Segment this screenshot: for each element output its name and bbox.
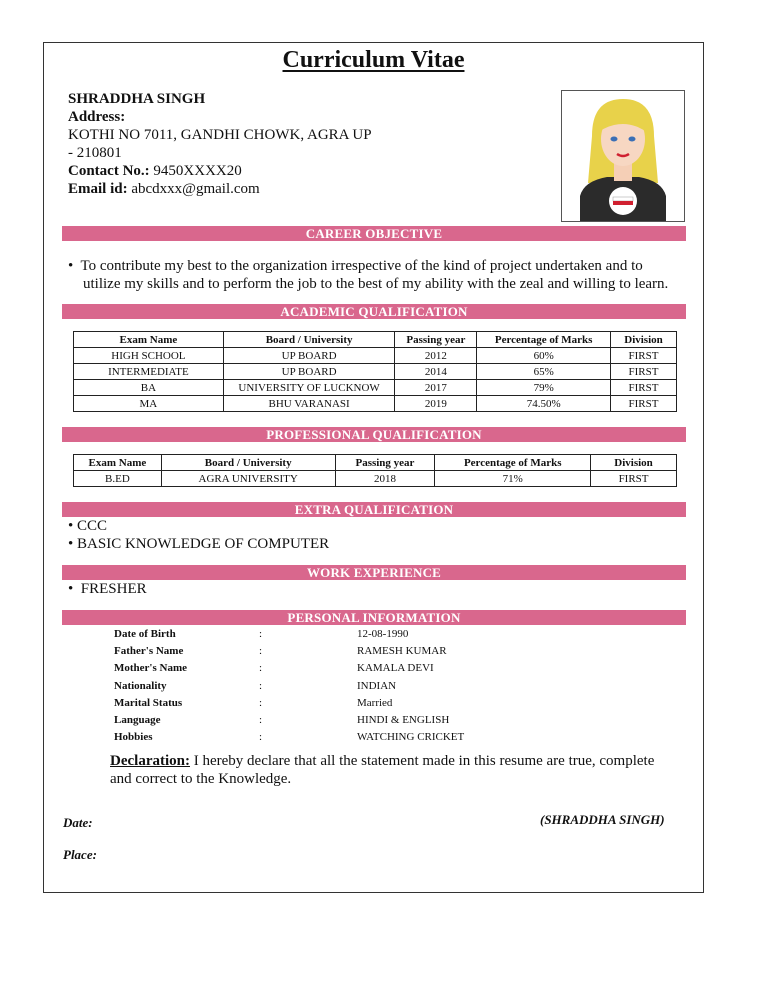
section-personal-information: PERSONAL INFORMATION [62,610,686,625]
academic-table [73,331,677,412]
table-cell: BHU VARANASI [223,396,395,412]
personal-info-label: Date of Birth [114,628,176,640]
table-cell: BA [74,380,224,396]
address-line-2: - 210801 [68,145,122,161]
table-cell: 2012 [395,348,477,364]
academic-header-cell: Division [611,332,677,348]
academic-header-row [74,332,677,348]
personal-info-sep: : [259,731,263,744]
personal-info-sep: : [259,696,263,709]
table-cell: 60% [477,348,611,364]
work-experience-list [68,580,147,598]
contact-block [68,90,372,198]
personal-info-value: INDIAN [357,679,397,692]
professional-header-cell: Passing year [335,455,435,471]
address-line-1: KOTHI NO 7011, GANDHI CHOWK, AGRA UP [68,127,372,143]
list-item: • BASIC KNOWLEDGE OF COMPUTER [68,536,330,552]
table-cell: 2014 [395,364,477,380]
email-value: abcdxxx@gmail.com [131,181,260,197]
address-label: Address: [68,109,126,125]
career-objective-text [68,257,668,293]
email-label: Email id: [68,181,128,197]
personal-info-value: KAMALA DEVI [357,662,434,675]
table-cell: UP BOARD [223,364,395,380]
list-item: • CCC [68,518,108,534]
personal-info-value: RAMESH KUMAR [357,645,447,658]
table-cell: FIRST [611,396,677,412]
personal-info-label: Hobbies [114,731,153,744]
personal-info-sep: : [259,645,263,658]
contact-label: Contact No.: [68,163,150,179]
career-line-2: utilize my skills and to perform the job to the best of my ability with the zeal and willing to learn. [83,276,669,292]
career-line-1: • To contribute my best to the organization irrespective of the kind of project undertaken and to [68,258,643,274]
table-cell: FIRST [611,380,677,396]
personal-info-label: Language [114,713,161,726]
section-academic-qualification: ACADEMIC QUALIFICATION [62,304,686,319]
personal-info-value: Married [357,696,393,709]
table-cell: HIGH SCHOOL [74,348,224,364]
declaration [110,752,670,788]
table-row [74,348,677,364]
table-cell: 2018 [335,471,435,487]
table-cell: B.ED [74,471,162,487]
avatar-illustration [562,91,684,221]
personal-info-sep: : [259,662,263,675]
resume-page [43,42,704,893]
table-row [74,471,677,487]
table-cell: MA [74,396,224,412]
table-cell: 65% [477,364,611,380]
personal-info-label: Marital Status [114,696,183,709]
table-cell: FIRST [591,471,677,487]
list-item: • FRESHER [68,581,147,597]
declaration-text: I hereby declare that all the statement made in this resume are true, complete and correct to the Knowledge. [110,753,655,787]
professional-header-cell: Board / University [161,455,335,471]
personal-info-label: Nationality [114,679,167,692]
academic-header-cell: Percentage of Marks [477,332,611,348]
section-career-objective: CAREER OBJECTIVE [62,226,686,241]
table-cell: UNIVERSITY OF LUCKNOW [223,380,395,396]
table-cell: FIRST [611,364,677,380]
table-row [74,380,677,396]
personal-info-sep: : [259,628,263,640]
table-cell: 2019 [395,396,477,412]
email-row [68,180,372,198]
professional-header-cell: Division [591,455,677,471]
personal-info-value: HINDI & ENGLISH [357,713,450,726]
page-title: Curriculum Vitae [282,47,465,73]
profile-photo [561,90,685,222]
table-cell: 79% [477,380,611,396]
professional-header-cell: Percentage of Marks [435,455,591,471]
section-extra-qualification: EXTRA QUALIFICATION [62,502,686,517]
place-label: Place: [63,847,97,862]
academic-header-cell: Exam Name [74,332,224,348]
personal-info-label: Father's Name [114,645,184,658]
date-label: Date: [63,815,93,830]
table-cell: INTERMEDIATE [74,364,224,380]
section-work-experience: WORK EXPERIENCE [62,565,686,580]
personal-info-sep: : [259,679,263,692]
personal-info-value: 12-08-1990 [357,628,409,640]
personal-info-sep: : [259,713,263,726]
professional-table [73,454,677,487]
declaration-label: Declaration: [110,753,190,769]
academic-header-cell: Board / University [223,332,395,348]
contact-value: 9450XXXX20 [153,163,242,179]
signature: (SHRADDHA SINGH) [540,812,665,827]
table-cell: UP BOARD [223,348,395,364]
personal-info-label: Mother's Name [114,662,188,675]
table-cell: FIRST [611,348,677,364]
contact-row [68,162,372,180]
section-professional-qualification: PROFESSIONAL QUALIFICATION [62,427,686,442]
extra-qualification-list [68,517,329,553]
professional-header-cell: Exam Name [74,455,162,471]
academic-header-cell: Passing year [395,332,477,348]
personal-info-value: WATCHING CRICKET [357,731,465,744]
candidate-name: SHRADDHA SINGH [68,91,206,107]
professional-header-row [74,455,677,471]
table-cell: 74.50% [477,396,611,412]
table-cell: AGRA UNIVERSITY [161,471,335,487]
table-row [74,364,677,380]
table-cell: 71% [435,471,591,487]
table-row [74,396,677,412]
table-cell: 2017 [395,380,477,396]
